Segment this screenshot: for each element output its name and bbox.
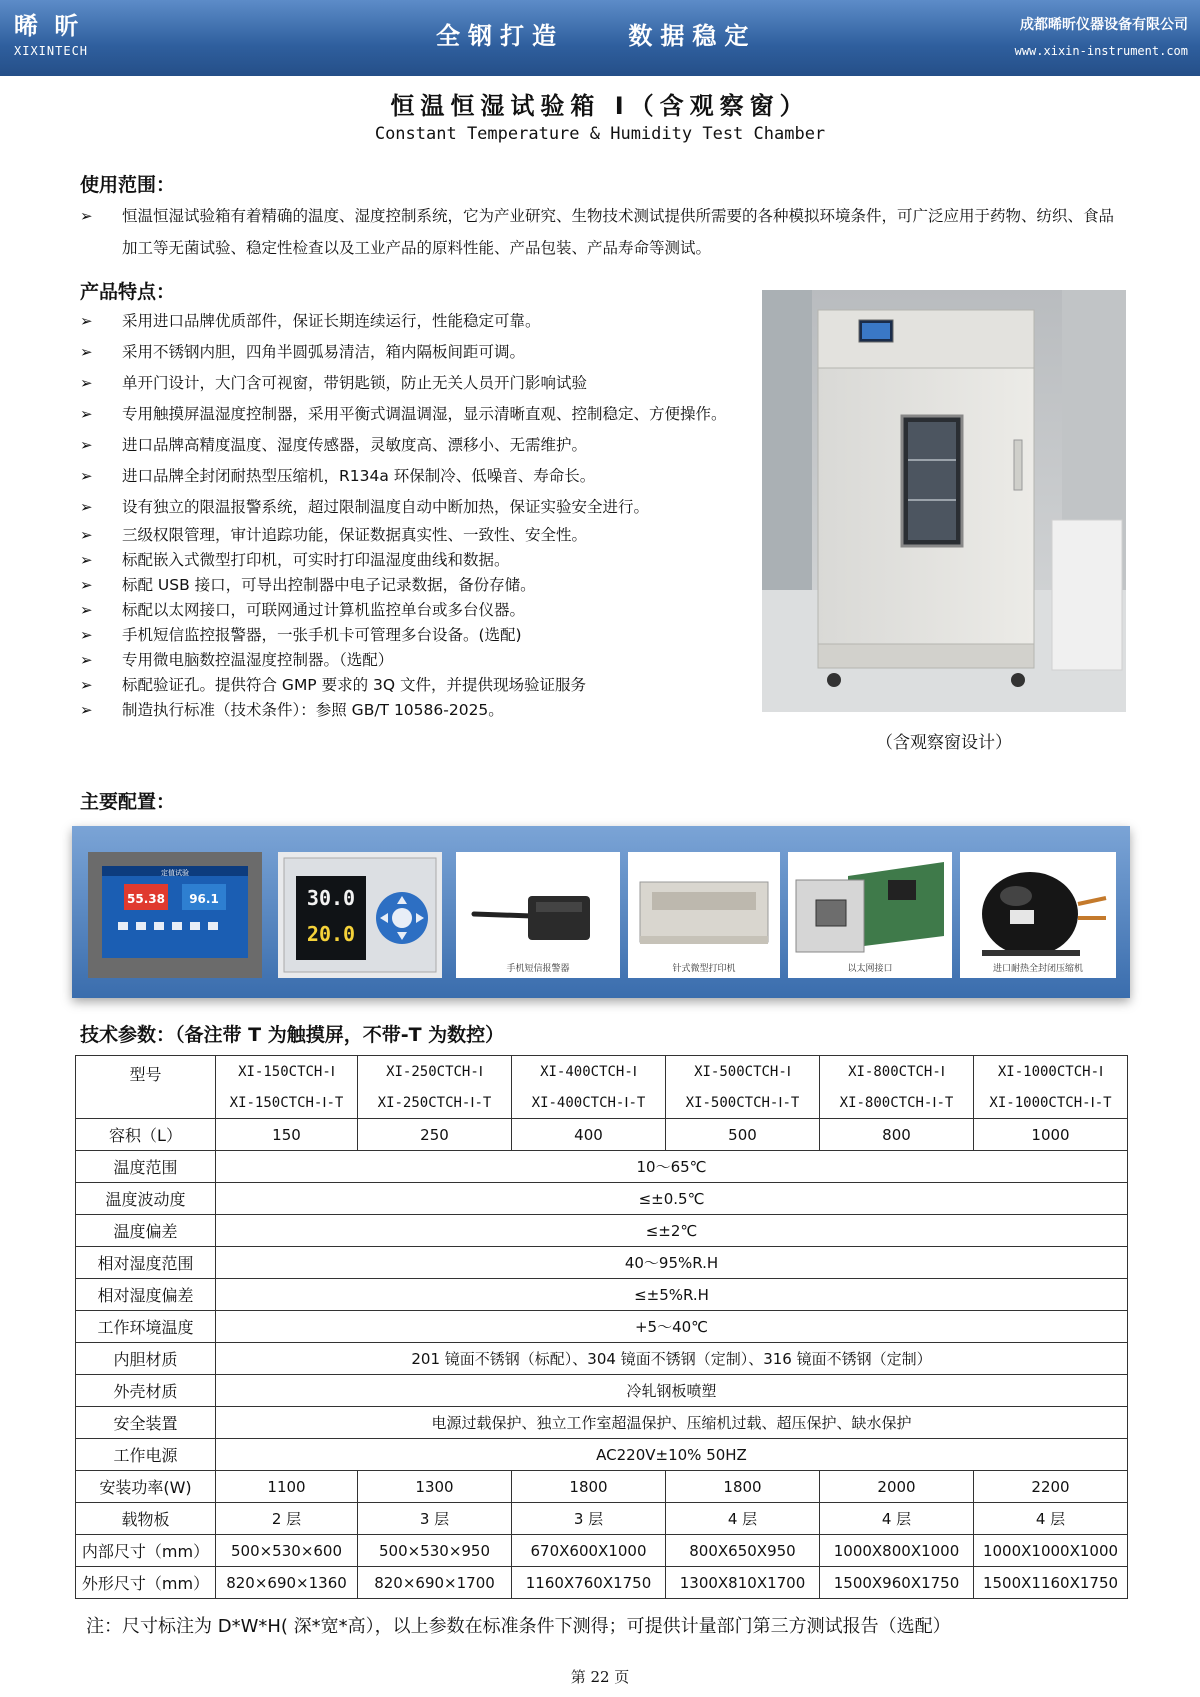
table-row xyxy=(76,1056,1128,1088)
features-heading: 产品特点： xyxy=(80,281,176,303)
arrow-bullet-icon: ➢ xyxy=(80,576,93,594)
company-name: 成都晞昕仪器设备有限公司 xyxy=(1020,17,1188,33)
digital-display-top: 30.0 xyxy=(306,886,356,910)
table-row xyxy=(76,1471,1128,1503)
features-list xyxy=(80,306,740,723)
list-item: ➢ 进口品牌高精度温度、湿度传感器，灵敏度高、漂移小、无需维护。 xyxy=(80,430,740,461)
model-cell: XI-250CTCH-Ⅰ-T xyxy=(358,1087,512,1119)
table-cell: 3 层 xyxy=(512,1503,666,1535)
row-label: 容积（L） xyxy=(76,1119,216,1151)
table-row xyxy=(76,1535,1128,1567)
table-cell: ≤±0.5℃ xyxy=(216,1183,1128,1215)
usage-list xyxy=(80,200,1120,264)
row-label: 工作电源 xyxy=(76,1439,216,1471)
arrow-bullet-icon: ➢ xyxy=(80,626,93,644)
table-cell: 1800 xyxy=(512,1471,666,1503)
page-subtitle: Constant Temperature & Humidity Test Chamber xyxy=(374,124,826,144)
table-row xyxy=(76,1567,1128,1599)
row-label: 外壳材质 xyxy=(76,1375,216,1407)
row-label: 温度波动度 xyxy=(76,1183,216,1215)
screen-title: 定值试验 xyxy=(161,869,189,877)
table-cell: 820×690×1700 xyxy=(358,1567,512,1599)
list-item: ➢ 三级权限管理，审计追踪功能，保证数据真实性、一致性、安全性。 xyxy=(80,523,740,548)
page-title: 恒温恒湿试验箱 Ⅰ（含观察窗） xyxy=(390,92,810,120)
list-item: ➢ 专用微电脑数控温湿度控制器。（选配） xyxy=(80,648,740,673)
photo-caption: （含观察窗设计） xyxy=(876,733,1012,753)
table-cell: 10～65℃ xyxy=(216,1151,1128,1183)
list-item: ➢ 手机短信监控报警器，一张手机卡可管理多台设备。(选配) xyxy=(80,623,740,648)
table-cell: 500×530×600 xyxy=(216,1535,358,1567)
arrow-bullet-icon: ➢ xyxy=(80,436,93,454)
table-row xyxy=(76,1183,1128,1215)
arrow-bullet-icon: ➢ xyxy=(80,312,93,330)
list-item: ➢ 设有独立的限温报警系统，超过限制温度自动中断加热，保证实验安全进行。 xyxy=(80,492,740,523)
table-row xyxy=(76,1407,1128,1439)
model-cell: XI-1000CTCH-Ⅰ xyxy=(974,1056,1128,1088)
model-label: 型号 xyxy=(76,1056,216,1119)
table-cell: 1300X810X1700 xyxy=(666,1567,820,1599)
row-label: 内部尺寸（mm） xyxy=(76,1535,216,1567)
table-row xyxy=(76,1151,1128,1183)
table-cell: 1100 xyxy=(216,1471,358,1503)
table-cell: 1800 xyxy=(666,1471,820,1503)
table-cell: ≤±2℃ xyxy=(216,1215,1128,1247)
brand-name: 晞 昕 xyxy=(14,12,83,40)
arrow-bullet-icon: ➢ xyxy=(80,551,93,569)
product-photo xyxy=(762,290,1126,712)
table-cell: 800X650X950 xyxy=(666,1535,820,1567)
list-item: ➢ 标配验证孔。提供符合 GMP 要求的 3Q 文件，并提供现场验证服务 xyxy=(80,673,740,698)
config-gallery xyxy=(72,826,1130,998)
row-label: 相对湿度偏差 xyxy=(76,1279,216,1311)
table-cell: 2 层 xyxy=(216,1503,358,1535)
arrow-bullet-icon: ➢ xyxy=(80,405,93,423)
table-cell: 820×690×1360 xyxy=(216,1567,358,1599)
row-label: 内胆材质 xyxy=(76,1343,216,1375)
arrow-bullet-icon: ➢ xyxy=(80,651,93,669)
arrow-bullet-icon: ➢ xyxy=(80,207,93,225)
list-item: ➢ 标配以太网接口，可联网通过计算机监控单台或多台仪器。 xyxy=(80,598,740,623)
table-cell: 4 层 xyxy=(820,1503,974,1535)
arrow-bullet-icon: ➢ xyxy=(80,374,93,392)
gallery-caption: 针式微型打印机 xyxy=(672,964,736,974)
table-row xyxy=(76,1375,1128,1407)
model-cell: XI-250CTCH-Ⅰ xyxy=(358,1056,512,1088)
model-cell: XI-400CTCH-Ⅰ xyxy=(512,1056,666,1088)
arrow-bullet-icon: ➢ xyxy=(80,343,93,361)
sms-alarm-image xyxy=(456,852,620,978)
page-header xyxy=(0,0,1200,76)
footnote: 注：尺寸标注为 D*W*H( 深*宽*高），以上参数在标准条件下测得；可提供计量部门第三方测试报告（选配） xyxy=(86,1616,951,1637)
table-row xyxy=(76,1439,1128,1471)
table-cell: ≤±5%R.H xyxy=(216,1279,1128,1311)
table-cell: 4 层 xyxy=(666,1503,820,1535)
table-row xyxy=(76,1119,1128,1151)
list-item: ➢ 采用不锈钢内胆，四角半圆弧易清洁，箱内隔板间距可调。 xyxy=(80,337,740,368)
table-row xyxy=(76,1503,1128,1535)
model-cell: XI-800CTCH-Ⅰ-T xyxy=(820,1087,974,1119)
table-cell: 800 xyxy=(820,1119,974,1151)
table-cell: 4 层 xyxy=(974,1503,1128,1535)
brand-english: XIXINTECH xyxy=(14,44,89,58)
slogan-2: 数据稳定 xyxy=(628,22,757,50)
page-number: 第 22 页 xyxy=(570,1668,630,1686)
list-item: ➢ 单开门设计，大门含可视窗，带钥匙锁，防止无关人员开门影响试验 xyxy=(80,368,740,399)
model-cell: XI-150CTCH-Ⅰ xyxy=(216,1056,358,1088)
list-item: ➢ 进口品牌全封闭耐热型压缩机，R134a 环保制冷、低噪音、寿命长。 xyxy=(80,461,740,492)
digital-controller-image xyxy=(278,852,442,978)
gallery-caption: 以太网接口 xyxy=(847,964,893,974)
row-label: 工作环境温度 xyxy=(76,1311,216,1343)
table-cell: +5～40℃ xyxy=(216,1311,1128,1343)
model-cell: XI-150CTCH-Ⅰ-T xyxy=(216,1087,358,1119)
table-cell: 1500X960X1750 xyxy=(820,1567,974,1599)
table-row xyxy=(76,1279,1128,1311)
model-cell: XI-1000CTCH-Ⅰ-T xyxy=(974,1087,1128,1119)
row-label: 载物板 xyxy=(76,1503,216,1535)
table-cell: 500 xyxy=(666,1119,820,1151)
list-item: ➢ 采用进口品牌优质部件，保证长期连续运行，性能稳定可靠。 xyxy=(80,306,740,337)
table-row xyxy=(76,1087,1128,1119)
row-label: 安全装置 xyxy=(76,1407,216,1439)
model-cell: XI-500CTCH-Ⅰ-T xyxy=(666,1087,820,1119)
table-cell: 1000X1000X1000 xyxy=(974,1535,1128,1567)
row-label: 外形尺寸（mm） xyxy=(76,1567,216,1599)
arrow-bullet-icon: ➢ xyxy=(80,676,93,694)
row-label: 温度范围 xyxy=(76,1151,216,1183)
table-cell: 201 镜面不锈钢（标配）、304 镜面不锈钢（定制）、316 镜面不锈钢（定制） xyxy=(216,1343,1128,1375)
arrow-bullet-icon: ➢ xyxy=(80,526,93,544)
table-cell: 400 xyxy=(512,1119,666,1151)
table-cell: 2200 xyxy=(974,1471,1128,1503)
model-cell: XI-500CTCH-Ⅰ xyxy=(666,1056,820,1088)
chamber-illustration xyxy=(762,290,1126,712)
table-cell: 1500X1160X1750 xyxy=(974,1567,1128,1599)
table-cell: 3 层 xyxy=(358,1503,512,1535)
usage-heading: 使用范围： xyxy=(80,174,176,196)
touchscreen-controller-image xyxy=(88,852,262,978)
table-cell: 1160X760X1750 xyxy=(512,1567,666,1599)
arrow-bullet-icon: ➢ xyxy=(80,601,93,619)
screen-temperature: 55.38 xyxy=(127,892,165,906)
table-row xyxy=(76,1247,1128,1279)
arrow-bullet-icon: ➢ xyxy=(80,467,93,485)
list-item: ➢ 恒温恒湿试验箱有着精确的温度、湿度控制系统，它为产业研究、生物技术测试提供所需要的各种模拟环境条件，可广泛应用于药物、纺织、食品加工等无菌试验、稳定性检查以及工业产品的原料性能、产品包装、产品寿命等测试。 xyxy=(80,200,1120,264)
row-label: 安装功率(W) xyxy=(76,1471,216,1503)
company-website[interactable]: www.xixin-instrument.com xyxy=(1014,44,1188,58)
table-cell: 250 xyxy=(358,1119,512,1151)
table-cell: 670X600X1000 xyxy=(512,1535,666,1567)
arrow-bullet-icon: ➢ xyxy=(80,701,93,719)
table-cell: 2000 xyxy=(820,1471,974,1503)
table-cell: 1000 xyxy=(974,1119,1128,1151)
gallery-caption: 手机短信报警器 xyxy=(506,964,570,974)
list-item: ➢ 专用触摸屏温湿度控制器，采用平衡式调温调湿，显示清晰直观、控制稳定、方便操作。 xyxy=(80,399,740,430)
config-heading: 主要配置： xyxy=(80,791,176,813)
model-cell: XI-800CTCH-Ⅰ xyxy=(820,1056,974,1088)
specs-heading: 技术参数：（备注带 T 为触摸屏，不带-T 为数控） xyxy=(80,1024,505,1046)
list-item: ➢ 标配嵌入式微型打印机，可实时打印温湿度曲线和数据。 xyxy=(80,548,740,573)
gallery-caption: 进口耐热全封闭压缩机 xyxy=(992,964,1083,974)
slogan xyxy=(436,16,804,51)
screen-humidity: 96.1 xyxy=(189,892,219,906)
slogan-1: 全钢打造 xyxy=(436,22,564,50)
table-cell: 电源过载保护、独立工作室超温保护、压缩机过载、超压保护、缺水保护 xyxy=(216,1407,1128,1439)
table-row xyxy=(76,1311,1128,1343)
specs-table xyxy=(75,1055,1128,1599)
table-cell: 冷轧钢板喷塑 xyxy=(216,1375,1128,1407)
table-row xyxy=(76,1343,1128,1375)
digital-display-bottom: 20.0 xyxy=(306,922,356,946)
table-row xyxy=(76,1215,1128,1247)
list-item: ➢ 制造执行标准（技术条件）：参照 GB/T 10586-2025。 xyxy=(80,698,740,723)
model-cell: XI-400CTCH-Ⅰ-T xyxy=(512,1087,666,1119)
table-cell: AC220V±10% 50HZ xyxy=(216,1439,1128,1471)
compressor-image xyxy=(960,852,1116,978)
ethernet-module-image xyxy=(788,852,952,978)
table-cell: 500×530×950 xyxy=(358,1535,512,1567)
table-cell: 150 xyxy=(216,1119,358,1151)
row-label: 温度偏差 xyxy=(76,1215,216,1247)
table-cell: 1300 xyxy=(358,1471,512,1503)
row-label: 相对湿度范围 xyxy=(76,1247,216,1279)
printer-image xyxy=(628,852,780,978)
table-cell: 1000X800X1000 xyxy=(820,1535,974,1567)
table-cell: 40～95%R.H xyxy=(216,1247,1128,1279)
list-item: ➢ 标配 USB 接口，可导出控制器中电子记录数据，备份存储。 xyxy=(80,573,740,598)
arrow-bullet-icon: ➢ xyxy=(80,498,93,516)
